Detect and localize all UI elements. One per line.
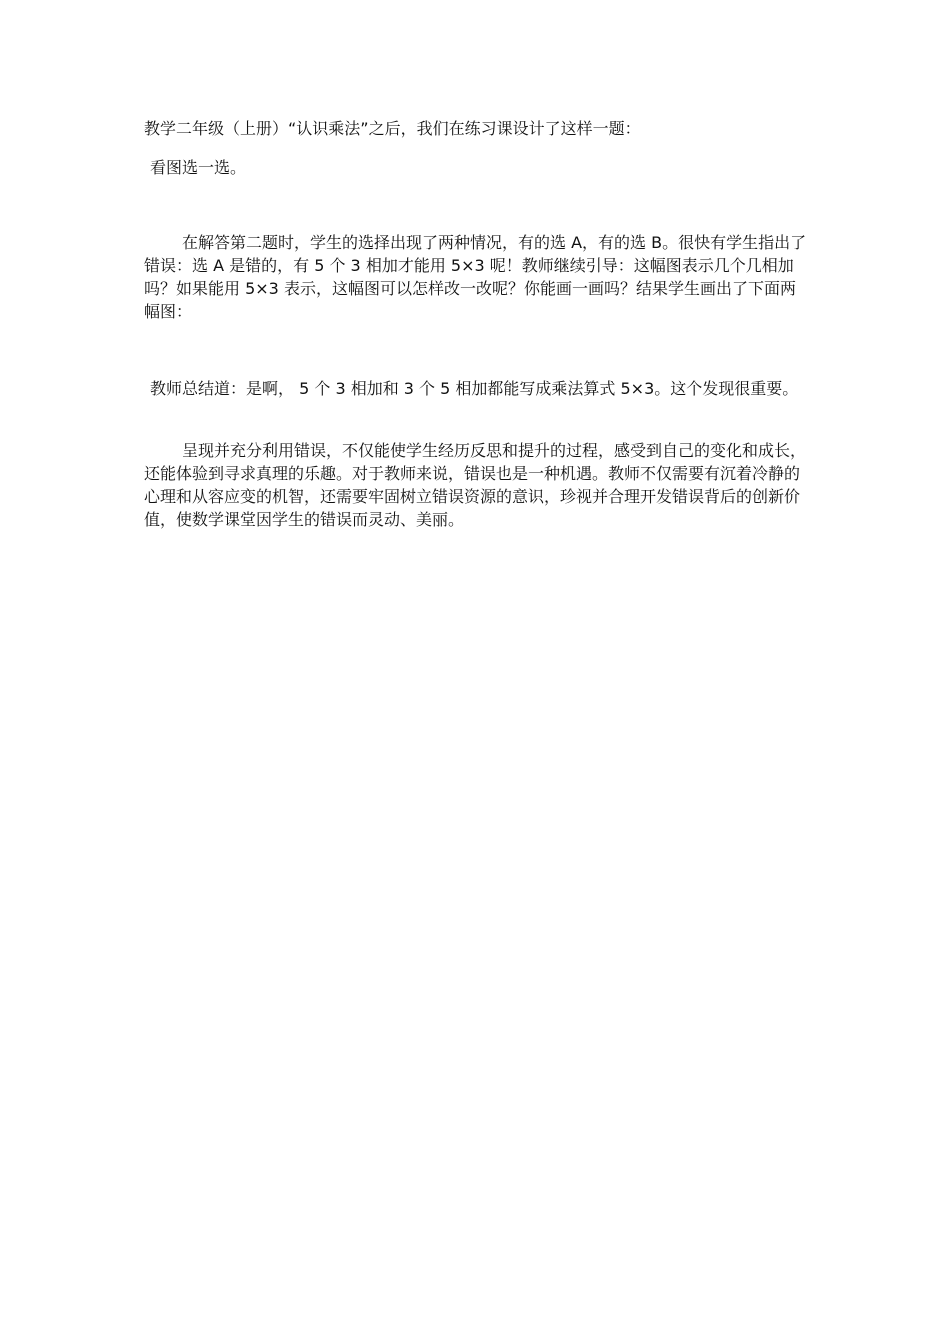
reflection-paragraph: 呈现并充分利用错误，不仅能使学生经历反思和提升的过程，感受到自己的变化和成长，还能体验到寻求真理的乐趣。对于教师来说，错误也是一种机遇。教师不仅需要有沉着冷静的心理和从容应变的机智，还需要牢固树立错误资源的意识，珍视并合理开发错误背后的创新价值，使数学课堂因学生的错误而灵动、美丽。: [144, 441, 807, 529]
student-answers-paragraph: 在解答第二题时，学生的选择出现了两种情况，有的选 A，有的选 B。很快有学生指出了错误：选 A 是错的，有 5 个 3 相加才能用 5×3 呢！教师继续引导：这幅图表示几个几相加吗？如果能用 5×3 表示，这幅图可以怎样改一改呢？你能画一画吗？结果学生画出了下面两幅图：: [144, 233, 807, 321]
teacher-summary-paragraph: 教师总结道：是啊， 5 个 3 相加和 3 个 5 相加都能写成乘法算式 5×3。这个发现很重要。: [150, 379, 799, 398]
intro-paragraph: 教学二年级（上册）“认识乘法”之后，我们在练习课设计了这样一题：: [144, 119, 641, 138]
exercise-prompt: 看图选一选。: [150, 158, 247, 177]
